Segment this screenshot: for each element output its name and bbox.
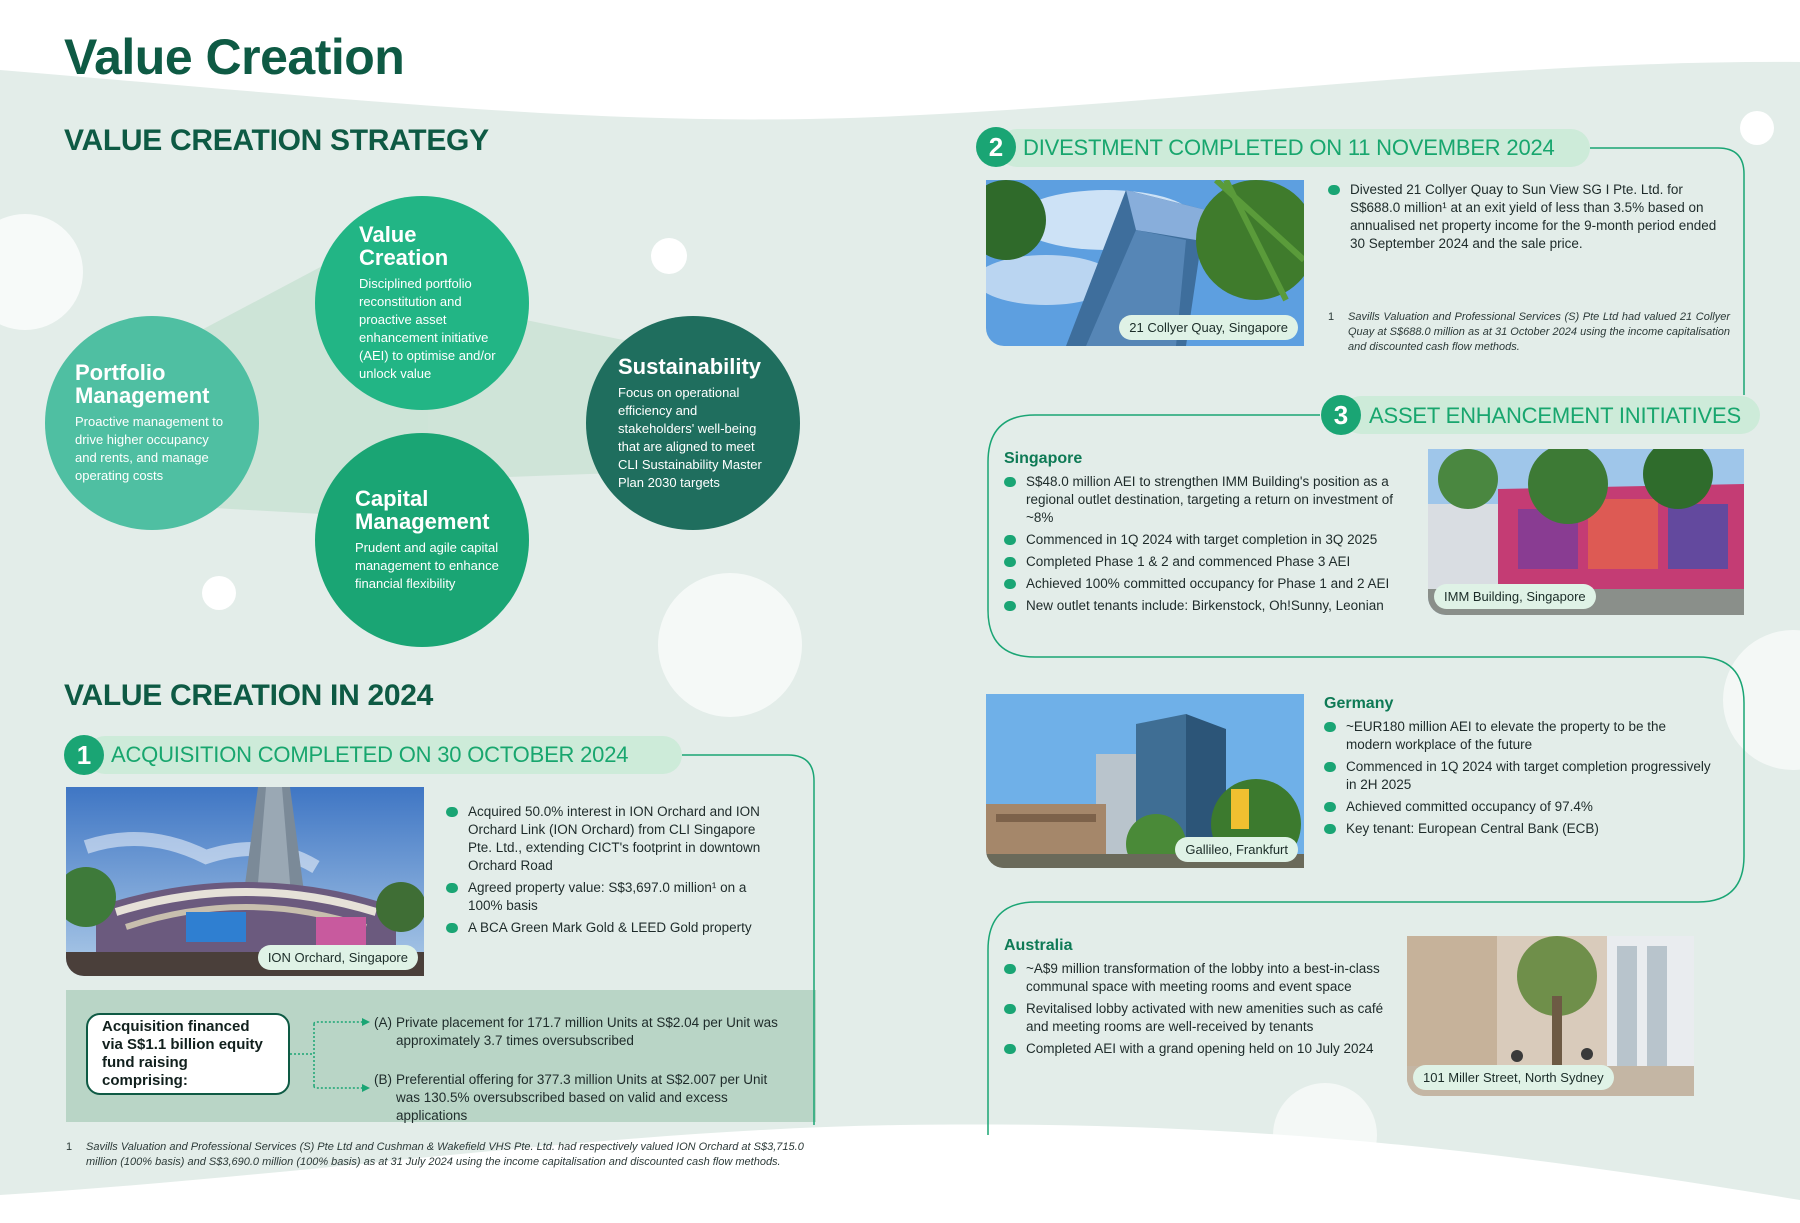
in-2024-heading: VALUE CREATION IN 2024 [64,679,434,712]
germany-region-heading: Germany [1324,695,1394,712]
footnote-number: 1 [66,1141,73,1153]
list-item: Commenced in 1Q 2024 with target completion in 3Q 2025 [1004,531,1422,549]
capital-management-title: Capital Management [355,486,490,534]
acquisition-number-badge: 1 [64,735,104,775]
financing-option-b-text: Preferential offering for 377.3 million Units at S$2.007 per Unit was 130.5% oversubscribed based on valid and excess applications [396,1072,768,1123]
aei-number-badge: 3 [1321,395,1361,435]
portfolio-management-title: Portfolio Management [75,360,210,408]
financing-option-a-text: Private placement for 171.7 million Units at S$2.04 per Unit was approximately 3.7 times oversubscribed [396,1015,778,1048]
sustainability-text: Focus on operational efficiency and stakeholders' well-being that are aligned to meet CLI Sustainability Master Plan 2030 targets [618,384,762,490]
collyer-quay-photo [986,180,1304,346]
acquisition-bullet-list [446,803,778,941]
miller-street-photo [1407,936,1694,1096]
footnote-text: Savills Valuation and Professional Services (S) Pte Ltd had valued 21 Collyer Quay at S$688.0 million as at 31 October 2024 using the income capitalisation and discounted cash flow methods. [1348,311,1730,353]
australia-region-heading: Australia [1004,937,1073,954]
financing-summary-box: Acquisition financed via S$1.1 billion equity fund raising comprising: [86,1013,290,1095]
financing-option-b-key: (B) [374,1072,392,1087]
divestment-footnote [1328,310,1730,355]
sustainability-title: Sustainability [618,353,762,379]
divestment-bullet-list [1328,181,1728,257]
gallileo-caption: Gallileo, Frankfurt [1175,837,1298,862]
imm-building-caption: IMM Building, Singapore [1434,584,1596,609]
list-item: Completed Phase 1 & 2 and commenced Phase 3 AEI [1004,553,1422,571]
footnote-text: Savills Valuation and Professional Services (S) Pte Ltd and Cushman & Wakefield VHS Pte. Ltd. had respectively valued ION Orchard at S$3,715.0 million (100% basis) and S$3,690.0 million (100% basis) as at 31 July 2024 using the income capitalisation and discounted cash flow methods. [86,1141,804,1168]
financing-option-a [374,1014,794,1050]
capital-management-text: Prudent and agile capital management to enhance financial flexibility [355,540,499,591]
list-item: ~A$9 million transformation of the lobby into a best-in-class communal space with meeting rooms and event space [1004,960,1400,996]
ion-orchard-photo [66,787,424,976]
value-creation-text: Disciplined portfolio reconstitution and proactive asset enhancement initiative (AEI) to optimise and/or unlock value [359,276,496,381]
list-item: Completed AEI with a grand opening held on 10 July 2024 [1004,1040,1400,1058]
imm-building-photo [1428,449,1744,615]
page-title: Value Creation [64,29,405,85]
strategy-heading: VALUE CREATION STRATEGY [64,124,489,157]
list-item: Acquired 50.0% interest in ION Orchard and ION Orchard Link (ION Orchard) from CLI Singapore Pte. Ltd., extending CICT's footprint in downtown Orchard Road [446,803,778,875]
aei-title: ASSET ENHANCEMENT INITIATIVES [1369,403,1741,428]
list-item: S$48.0 million AEI to strengthen IMM Building's position as a regional outlet destination, targeting a return on investment of ~8% [1004,473,1422,527]
portfolio-management-text: Proactive management to drive higher occupancy and rents, and manage operating costs [75,414,224,483]
list-item: Commenced in 1Q 2024 with target completion progressively in 2H 2025 [1324,758,1714,794]
germany-bullet-list [1324,718,1714,842]
list-item: ~EUR180 million AEI to elevate the property to be the modern workplace of the future [1324,718,1714,754]
gallileo-photo [986,694,1304,868]
singapore-region-heading: Singapore [1004,450,1083,467]
value-creation-circle [315,196,529,410]
financing-option-a-key: (A) [374,1015,392,1030]
list-item: Key tenant: European Central Bank (ECB) [1324,820,1714,838]
divestment-number-badge: 2 [976,127,1016,167]
list-item: New outlet tenants include: Birkenstock, Oh!Sunny, Leonian [1004,597,1422,615]
value-creation-title: Value Creation [359,222,449,270]
acquisition-title: ACQUISITION COMPLETED ON 30 OCTOBER 2024 [111,742,629,767]
list-item: A BCA Green Mark Gold & LEED Gold property [446,919,778,937]
miller-street-caption: 101 Miller Street, North Sydney [1413,1065,1614,1090]
list-item: Achieved committed occupancy of 97.4% [1324,798,1714,816]
footnote-number: 1 [1328,311,1335,323]
financing-option-b [374,1071,794,1125]
list-item: Revitalised lobby activated with new amenities such as café and meeting rooms are well-received by tenants [1004,1000,1400,1036]
list-item: Achieved 100% committed occupancy for Phase 1 and 2 AEI [1004,575,1422,593]
financing-connector [290,1014,372,1102]
capital-management-circle [315,433,529,647]
ion-orchard-caption: ION Orchard, Singapore [258,945,418,970]
portfolio-management-circle [45,316,259,530]
singapore-bullet-list [1004,473,1422,619]
divestment-title: DIVESTMENT COMPLETED ON 11 NOVEMBER 2024 [1023,135,1555,160]
collyer-quay-caption: 21 Collyer Quay, Singapore [1119,315,1298,340]
sustainability-circle [586,316,800,530]
list-item: Agreed property value: S$3,697.0 million¹ on a 100% basis [446,879,778,915]
australia-bullet-list [1004,960,1400,1062]
list-item: Divested 21 Collyer Quay to Sun View SG I Pte. Ltd. for S$688.0 million¹ at an exit yield of less than 3.5% based on annualised net property income for the 9-month period ended 30 September 2024 and the sale price. [1328,181,1728,253]
acquisition-footnote [66,1140,816,1170]
